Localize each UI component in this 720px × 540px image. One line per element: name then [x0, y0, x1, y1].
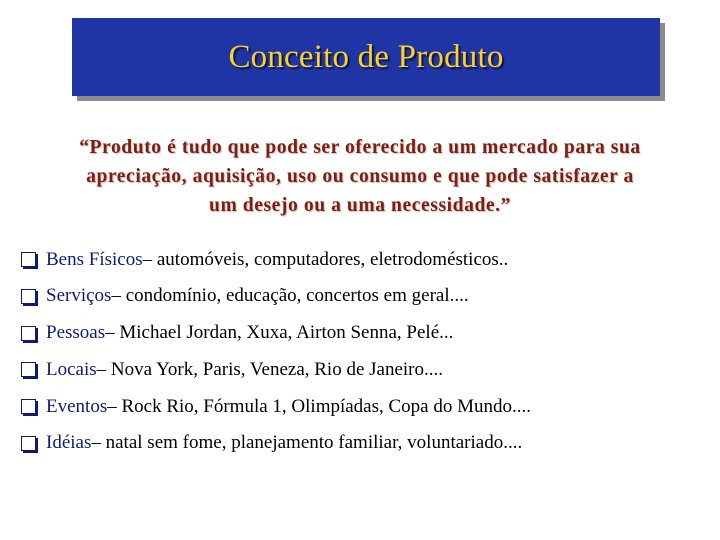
slide-title: Conceito de Produto: [228, 38, 504, 75]
bullet-description: – Rock Rio, Fórmula 1, Olimpíadas, Copa do Mundo....: [107, 395, 532, 417]
bullet-term: Idéias: [46, 432, 92, 454]
checkbox-bullet-icon: [21, 289, 36, 304]
bullet-term: Pessoas: [46, 322, 106, 344]
quote-line: “Produto é tudo que pode ser oferecido a um mercado para sua: [79, 137, 641, 158]
checkbox-bullet-icon: [21, 399, 36, 414]
quote-line: um desejo ou a uma necessidade.”: [209, 195, 511, 216]
list-item: [21, 286, 531, 307]
bullet-description: – automóveis, computadores, eletrodomésticos..: [142, 248, 509, 270]
list-item: [21, 433, 531, 454]
bullet-term: Bens Físicos: [46, 248, 143, 270]
product-types-list: [21, 249, 531, 470]
checkbox-bullet-icon: [21, 252, 36, 267]
checkbox-bullet-icon: [21, 362, 36, 377]
checkbox-bullet-icon: [21, 326, 36, 341]
list-item: [21, 396, 531, 417]
product-definition-quote: [22, 133, 698, 220]
bullet-term: Locais: [46, 358, 97, 380]
checkbox-bullet-icon: [21, 436, 36, 451]
list-item: [21, 249, 531, 270]
bullet-description: – Nova York, Paris, Veneza, Rio de Janeiro....: [96, 358, 444, 380]
bullet-description: – natal sem fome, planejamento familiar, voluntariado....: [91, 432, 523, 454]
title-banner: [72, 18, 660, 96]
bullet-term: Eventos: [46, 395, 108, 417]
quote-line: apreciação, aquisição, uso ou consumo e que pode satisfazer a: [86, 166, 634, 187]
bullet-term: Serviços: [46, 285, 112, 307]
list-item: [21, 323, 531, 344]
bullet-description: – Michael Jordan, Xuxa, Airton Senna, Pelé...: [105, 322, 454, 344]
list-item: [21, 359, 531, 380]
bullet-description: – condomínio, educação, concertos em geral....: [111, 285, 469, 307]
